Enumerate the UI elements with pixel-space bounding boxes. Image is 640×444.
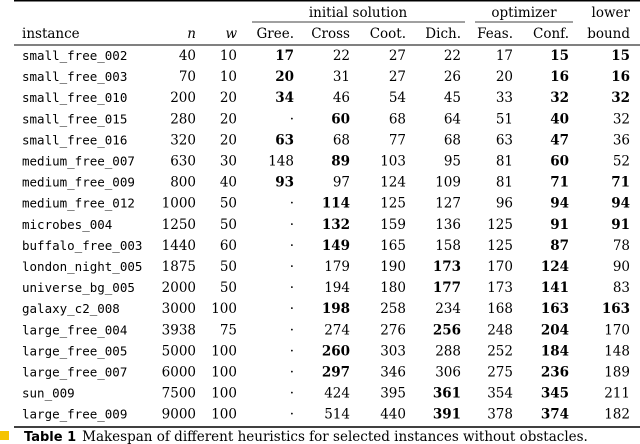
cell-instance: small_free_010 (22, 90, 128, 106)
table-row (22, 154, 630, 170)
cell-instance: large_free_009 (22, 406, 128, 422)
cell-dich: 306 (435, 364, 461, 381)
cell-n: 320 (170, 132, 196, 149)
cell-w: 100 (211, 385, 237, 402)
cell-conf: 184 (540, 343, 569, 360)
cell-instance: large_free_004 (22, 322, 128, 338)
cell-dich: 26 (443, 69, 461, 86)
cell-n: 3000 (161, 301, 196, 318)
cell-dich: 64 (443, 111, 461, 128)
cell-w: 50 (219, 216, 237, 233)
cell-w: 50 (219, 280, 237, 297)
caption-label: Table 1 (24, 430, 77, 444)
cell-cross: 297 (321, 364, 350, 381)
group-header-lower: lower (591, 5, 630, 21)
cell-cross: 132 (321, 216, 350, 233)
cell-bound: 163 (601, 301, 630, 318)
cell-instance: london_night_005 (22, 259, 143, 274)
cell-bound: 15 (611, 48, 630, 64)
cell-dich: 158 (435, 237, 461, 254)
table-row (22, 386, 630, 402)
cell-conf: 32 (550, 90, 569, 107)
cell-conf: 47 (550, 132, 569, 149)
cell-coot: 103 (380, 153, 406, 170)
cell-conf: 374 (540, 406, 569, 423)
cell-feas: 248 (487, 322, 513, 339)
cell-conf: 345 (540, 385, 569, 402)
cell-n: 40 (178, 48, 196, 64)
caption (24, 429, 588, 444)
cell-feas: 168 (487, 301, 513, 318)
cell-feas: 20 (495, 69, 513, 86)
column-header-dich: Dich. (425, 26, 461, 42)
cell-dich: 136 (435, 216, 461, 233)
cell-gree: · (289, 216, 294, 233)
cell-gree: · (289, 280, 294, 297)
cell-dich: 68 (443, 132, 461, 149)
column-header-conf: Conf. (533, 26, 569, 42)
cell-coot: 27 (388, 48, 406, 64)
cell-instance: universe_bg_005 (22, 280, 135, 296)
table-row (22, 407, 630, 423)
cell-bound: 211 (604, 385, 630, 402)
cell-feas: 125 (487, 216, 513, 233)
cell-feas: 275 (487, 364, 513, 381)
cell-instance: medium_free_007 (22, 153, 135, 169)
cell-w: 10 (219, 69, 237, 86)
cell-w: 40 (219, 174, 237, 191)
cell-cross: 68 (332, 132, 350, 149)
column-header-feas: Feas. (477, 26, 513, 42)
cell-instance: small_free_003 (22, 69, 128, 85)
table-body (22, 48, 630, 423)
column-header-coot: Coot. (369, 26, 406, 42)
cell-n: 800 (170, 174, 196, 191)
cell-dich: 361 (432, 385, 461, 402)
cell-w: 20 (219, 111, 237, 128)
cell-w: 100 (211, 301, 237, 318)
cell-cross: 89 (331, 153, 350, 170)
cell-feas: 173 (487, 280, 513, 297)
cell-instance: sun_009 (22, 385, 75, 401)
cell-bound: 36 (612, 132, 630, 149)
cell-conf: 16 (550, 69, 569, 86)
cell-instance: medium_free_012 (22, 195, 135, 211)
cell-dich: 256 (432, 322, 461, 339)
cell-cross: 194 (324, 280, 350, 297)
group-header-optimizer: optimizer (491, 5, 557, 21)
cell-instance: small_free_016 (22, 132, 128, 148)
cell-gree: 17 (275, 48, 294, 64)
cell-w: 60 (219, 237, 237, 254)
cell-gree: 93 (275, 174, 294, 191)
cell-dich: 95 (443, 153, 461, 170)
cell-bound: 52 (612, 153, 630, 170)
column-header-cross: Cross (311, 26, 350, 42)
cell-instance: large_free_007 (22, 364, 128, 380)
cell-coot: 346 (380, 364, 406, 381)
cell-n: 6000 (161, 364, 196, 381)
cell-dich: 22 (443, 48, 461, 64)
cell-cross: 22 (332, 48, 350, 64)
table-row (22, 69, 630, 85)
cell-coot: 68 (388, 111, 406, 128)
cell-bound: 94 (611, 195, 630, 212)
cell-feas: 81 (495, 174, 513, 191)
cell-coot: 303 (380, 343, 406, 360)
cell-conf: 124 (540, 259, 569, 275)
cell-cross: 424 (324, 385, 350, 402)
cell-w: 20 (219, 132, 237, 149)
table-row (22, 132, 630, 148)
cell-conf: 40 (550, 111, 569, 128)
cell-gree: · (289, 301, 294, 318)
cell-cross: 149 (321, 237, 350, 254)
column-header-w: w (225, 26, 237, 42)
cell-dich: 177 (432, 280, 461, 297)
cell-w: 75 (219, 322, 237, 339)
cell-n: 1440 (161, 237, 196, 254)
cell-coot: 276 (380, 322, 406, 339)
cell-dich: 127 (435, 195, 461, 212)
cell-n: 3938 (161, 322, 196, 339)
cell-bound: 189 (604, 364, 630, 381)
cell-dich: 45 (443, 90, 461, 107)
cell-bound: 78 (612, 237, 630, 254)
cell-gree: · (289, 111, 294, 128)
cell-conf: 94 (550, 195, 569, 212)
cell-dich: 391 (432, 406, 461, 423)
cell-conf: 163 (540, 301, 569, 318)
cell-feas: 63 (495, 132, 513, 149)
cell-cross: 274 (324, 322, 350, 339)
table-row (22, 217, 630, 233)
cell-feas: 51 (495, 111, 513, 128)
cell-dich: 234 (435, 301, 461, 318)
table-row (22, 322, 630, 338)
cell-n: 2000 (161, 280, 196, 297)
cell-bound: 148 (604, 343, 630, 360)
cell-bound: 71 (611, 174, 630, 191)
cell-conf: 141 (540, 280, 569, 297)
cell-coot: 159 (380, 216, 406, 233)
cell-feas: 378 (487, 406, 513, 423)
column-header-greedy: Gree. (256, 26, 294, 42)
cell-n: 280 (170, 111, 196, 128)
cell-gree: · (289, 385, 294, 402)
cell-instance: medium_free_009 (22, 174, 135, 190)
cell-feas: 252 (487, 343, 513, 360)
cell-feas: 354 (487, 385, 513, 402)
cell-cross: 179 (324, 259, 350, 275)
cell-bound: 91 (611, 216, 630, 233)
cell-dich: 288 (435, 343, 461, 360)
cell-gree: · (289, 259, 294, 275)
cell-cross: 514 (324, 406, 350, 423)
cell-cross: 198 (321, 301, 350, 318)
cell-gree: · (289, 322, 294, 339)
cell-coot: 54 (388, 90, 406, 107)
cell-bound: 16 (611, 69, 630, 86)
cell-coot: 190 (380, 259, 406, 275)
table-row (22, 365, 630, 381)
cell-gree: 63 (275, 132, 294, 149)
cell-coot: 395 (380, 385, 406, 402)
cell-coot: 440 (380, 406, 406, 423)
cell-bound: 83 (612, 280, 630, 297)
cell-w: 20 (219, 90, 237, 107)
column-header-instance: instance (22, 26, 80, 42)
table-row (22, 301, 630, 317)
cell-instance: galaxy_c2_008 (22, 301, 120, 317)
table-row (22, 238, 630, 254)
cell-gree: · (289, 195, 294, 212)
column-header-bound: bound (587, 26, 630, 42)
cell-gree: · (289, 237, 294, 254)
cell-gree: 148 (268, 153, 294, 170)
table-row (22, 196, 630, 212)
table-row (22, 343, 630, 359)
cell-n: 70 (178, 69, 196, 86)
caption-marker-icon (0, 431, 9, 440)
table-row (22, 111, 630, 127)
cell-cross: 46 (332, 90, 350, 107)
cell-dich: 109 (435, 174, 461, 191)
cell-feas: 33 (495, 90, 513, 107)
cell-n: 1000 (161, 195, 196, 212)
cell-instance: buffalo_free_003 (22, 237, 143, 253)
table-row (22, 259, 630, 275)
column-headers (22, 26, 630, 42)
cell-w: 10 (219, 48, 237, 64)
cell-n: 5000 (161, 343, 196, 360)
cell-w: 30 (219, 153, 237, 170)
cell-n: 1875 (161, 259, 196, 275)
cell-conf: 204 (540, 322, 569, 339)
cell-n: 1250 (161, 216, 196, 233)
cell-cross: 60 (331, 111, 350, 128)
caption-text: Makespan of different heuristics for selected instances without obstacles. (82, 429, 588, 444)
cell-instance: small_free_002 (22, 48, 128, 63)
cell-gree: · (289, 406, 294, 423)
cell-gree: · (289, 343, 294, 360)
table-row (22, 280, 630, 296)
cell-feas: 17 (495, 48, 513, 64)
cell-coot: 124 (380, 174, 406, 191)
table-row (22, 90, 630, 106)
cell-conf: 71 (550, 174, 569, 191)
cell-dich: 173 (432, 259, 461, 275)
cell-instance: large_free_005 (22, 343, 128, 359)
cell-w: 100 (211, 364, 237, 381)
cell-gree: 34 (275, 90, 294, 107)
cell-gree: · (289, 364, 294, 381)
cell-coot: 165 (380, 237, 406, 254)
cell-bound: 182 (604, 406, 630, 423)
cell-n: 630 (170, 153, 196, 170)
cell-feas: 96 (495, 195, 513, 212)
cell-cross: 31 (332, 69, 350, 86)
cell-feas: 125 (487, 237, 513, 254)
cell-cross: 114 (321, 195, 350, 212)
cell-coot: 77 (388, 132, 406, 149)
cell-instance: small_free_015 (22, 111, 128, 127)
cell-conf: 236 (540, 364, 569, 381)
cell-bound: 90 (612, 259, 630, 275)
cell-conf: 15 (550, 48, 569, 64)
group-header-initial-solution: initial solution (308, 5, 408, 21)
cell-n: 7500 (161, 385, 196, 402)
cell-conf: 87 (550, 237, 569, 254)
cell-w: 100 (211, 406, 237, 423)
cell-instance: microbes_004 (22, 216, 113, 232)
table-row (22, 175, 630, 191)
cell-coot: 258 (380, 301, 406, 318)
cell-cross: 97 (332, 174, 350, 191)
cell-bound: 32 (612, 111, 630, 128)
cell-feas: 170 (487, 259, 513, 275)
table-row (22, 48, 630, 64)
cell-coot: 125 (380, 195, 406, 212)
cell-n: 9000 (161, 406, 196, 423)
cell-bound: 170 (604, 322, 630, 339)
cell-bound: 32 (611, 90, 630, 107)
cell-w: 100 (211, 343, 237, 360)
cell-w: 50 (219, 259, 237, 275)
cell-coot: 180 (380, 280, 406, 297)
cell-conf: 60 (550, 153, 569, 170)
cell-w: 50 (219, 195, 237, 212)
cell-cross: 260 (321, 343, 350, 360)
cell-feas: 81 (495, 153, 513, 170)
cell-coot: 27 (388, 69, 406, 86)
column-header-n: n (187, 26, 196, 42)
cell-gree: 20 (275, 69, 294, 86)
cell-conf: 91 (550, 216, 569, 233)
cell-n: 200 (170, 90, 196, 107)
